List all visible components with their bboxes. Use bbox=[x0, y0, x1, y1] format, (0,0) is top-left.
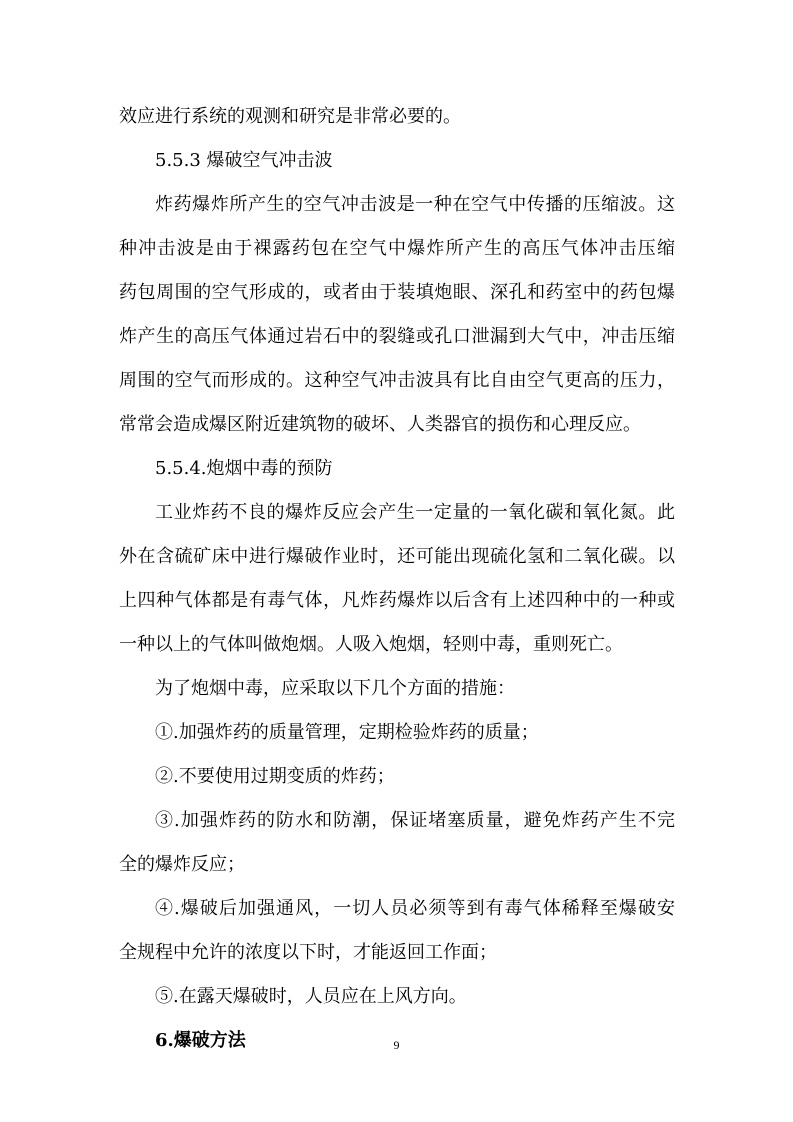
paragraph-line: 效应进行系统的观测和研究是非常必要的。 bbox=[119, 106, 461, 127]
page-number: 9 bbox=[393, 1038, 400, 1052]
paragraph-line: 为了炮烟中毒，应采取以下几个方面的措施： bbox=[155, 678, 515, 699]
paragraph-line: 上四种气体都是有毒气体，凡炸药爆炸以后含有上述四种中的一种或 bbox=[119, 590, 675, 611]
list-item-3-continued: 全的爆炸反应； bbox=[119, 854, 245, 875]
chapter-heading-6: 6.爆破方法 bbox=[155, 1030, 246, 1051]
paragraph-line: 工业炸药不良的爆炸反应会产生一定量的一氧化碳和氧化氮。此 bbox=[155, 502, 675, 523]
paragraph-line: 外在含硫矿床中进行爆破作业时，还可能出现硫化氢和二氧化碳。以 bbox=[119, 546, 675, 567]
list-item-2: ②.不要使用过期变质的炸药； bbox=[155, 766, 395, 787]
list-item-4-continued: 全规程中允许的浓度以下时，才能返回工作面； bbox=[119, 942, 497, 963]
list-item-5: ⑤.在露天爆破时，人员应在上风方向。 bbox=[155, 986, 467, 1007]
paragraph-line: 周围的空气而形成的。这种空气冲击波具有比自由空气更高的压力， bbox=[119, 370, 675, 391]
list-item-3: ③.加强炸药的防水和防潮，保证堵塞质量，避免炸药产生不完 bbox=[155, 810, 675, 831]
list-item-4: ④.爆破后加强通风，一切人员必须等到有毒气体稀释至爆破安 bbox=[155, 898, 675, 919]
paragraph-line: 种冲击波是由于裸露药包在空气中爆炸所产生的高压气体冲击压缩 bbox=[119, 238, 675, 259]
list-item-1: ①.加强炸药的质量管理，定期检验炸药的质量； bbox=[155, 722, 539, 743]
paragraph-line: 一种以上的气体叫做炮烟。人吸入炮烟，轻则中毒，重则死亡。 bbox=[119, 634, 623, 655]
paragraph-line: 炸药爆炸所产生的空气冲击波是一种在空气中传播的压缩波。这 bbox=[155, 194, 675, 215]
section-heading-5-5-4: 5.5.4.炮烟中毒的预防 bbox=[155, 458, 333, 479]
paragraph-line: 炸产生的高压气体通过岩石中的裂缝或孔口泄漏到大气中，冲击压缩 bbox=[119, 326, 675, 347]
paragraph-line: 药包周围的空气形成的，或者由于装填炮眼、深孔和药室中的药包爆 bbox=[119, 282, 675, 303]
section-heading-5-5-3: 5.5.3 爆破空气冲击波 bbox=[155, 150, 333, 171]
paragraph-line: 常常会造成爆区附近建筑物的破坏、人类器官的损伤和心理反应。 bbox=[119, 414, 641, 435]
